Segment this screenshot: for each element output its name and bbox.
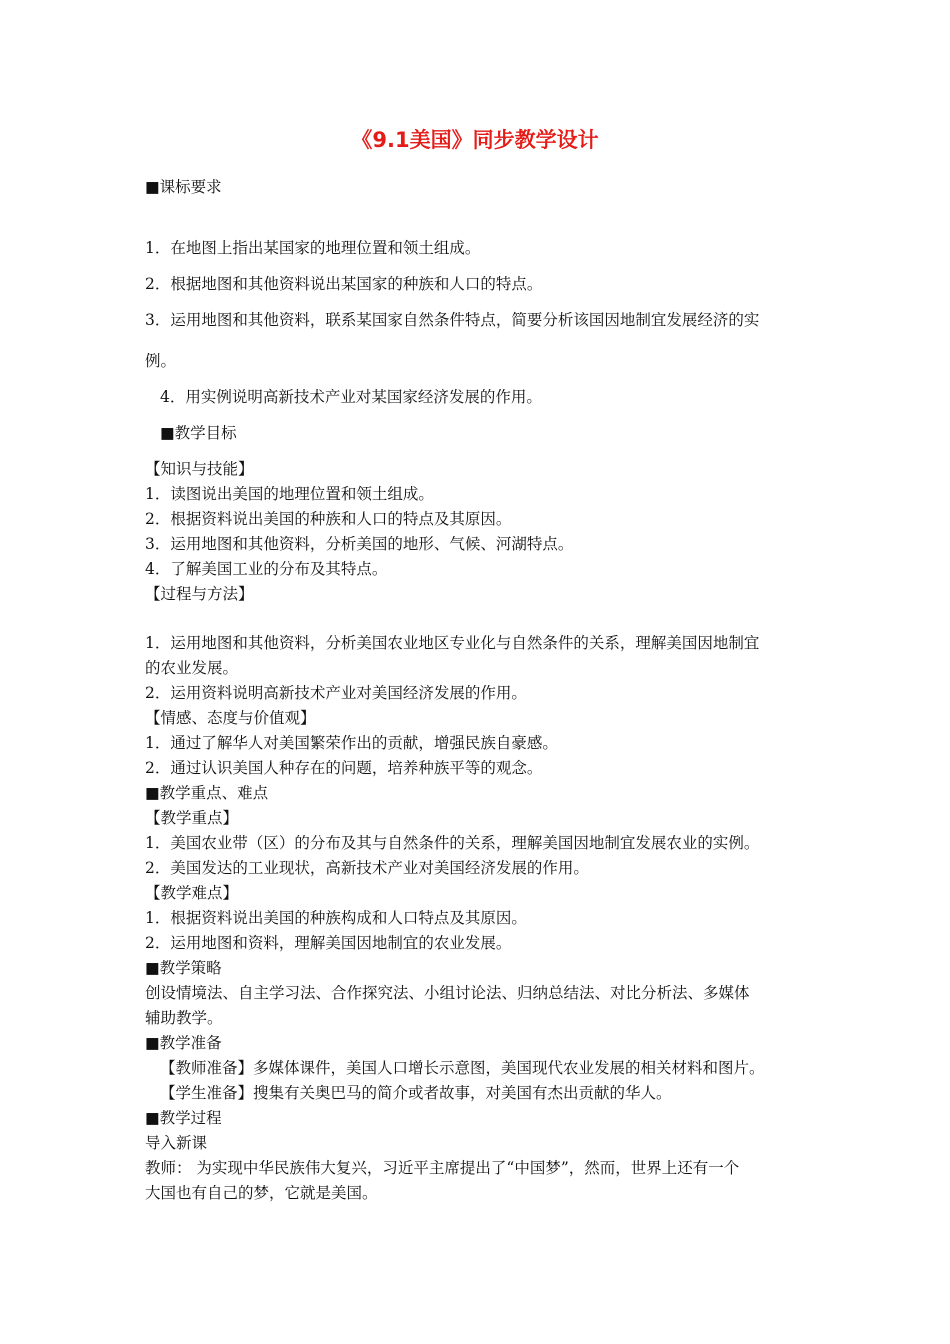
text-line: 1．美国农业带（区）的分布及其与自然条件的关系，理解美国因地制宜发展农业的实例。	[145, 834, 760, 852]
text-line: 【学生准备】搜集有关奥巴马的简介或者故事，对美国有杰出贡献的华人。	[160, 1084, 672, 1102]
section-heading: ■教学策略	[145, 959, 222, 977]
section-heading-goals: ■教学目标	[160, 424, 237, 442]
text-line: 2．根据资料说出美国的种族和人口的特点及其原因。	[145, 510, 512, 528]
text-line: 导入新课	[145, 1134, 208, 1152]
text-line: 的农业发展。	[145, 659, 239, 677]
section-heading: ■教学过程	[145, 1109, 222, 1127]
section-heading: ■教学准备	[145, 1034, 222, 1052]
text-line: 教师： 为实现中华民族伟大复兴，习近平主席提出了“中国梦”，然而，世界上还有一个	[145, 1159, 740, 1177]
subheading: 【教学难点】	[145, 884, 239, 902]
text-line: 1．根据资料说出美国的种族构成和人口特点及其原因。	[145, 909, 527, 927]
text-line: 大国也有自己的梦，它就是美国。	[145, 1184, 378, 1202]
subheading: 【过程与方法】	[145, 585, 254, 603]
section-heading: ■教学重点、难点	[145, 784, 269, 802]
text-line: 2．运用资料说明高新技术产业对美国经济发展的作用。	[145, 684, 527, 702]
text-line: 4．用实例说明高新技术产业对某国家经济发展的作用。	[160, 388, 542, 406]
text-line: 【教师准备】多媒体课件，美国人口增长示意图，美国现代农业发展的相关材料和图片。	[160, 1059, 765, 1077]
section-heading-curriculum: ■课标要求	[145, 178, 222, 196]
subheading: 【情感、态度与价值观】	[145, 709, 316, 727]
text-line: 辅助教学。	[145, 1009, 223, 1027]
text-line: 1．运用地图和其他资料，分析美国农业地区专业化与自然条件的关系，理解美国因地制宜	[145, 634, 760, 652]
text-line: 1．在地图上指出某国家的地理位置和领土组成。	[145, 239, 481, 257]
subheading: 【教学重点】	[145, 809, 239, 827]
text-line: 3．运用地图和其他资料，联系某国家自然条件特点，简要分析该国因地制宜发展经济的实	[145, 311, 760, 329]
text-line: 1．通过了解华人对美国繁荣作出的贡献，增强民族自豪感。	[145, 734, 558, 752]
text-line: 2．通过认识美国人种存在的问题，培养种族平等的观念。	[145, 759, 543, 777]
text-line: 1．读图说出美国的地理位置和领土组成。	[145, 485, 434, 503]
subheading: 【知识与技能】	[145, 460, 254, 478]
text-line: 2．根据地图和其他资料说出某国家的种族和人口的特点。	[145, 275, 543, 293]
text-line: 2．运用地图和资料，理解美国因地制宜的农业发展。	[145, 934, 512, 952]
text-line: 2．美国发达的工业现状，高新技术产业对美国经济发展的作用。	[145, 859, 589, 877]
text-line: 创设情境法、自主学习法、合作探究法、小组讨论法、归纳总结法、对比分析法、多媒体	[145, 984, 750, 1002]
document-title: 《9.1美国》同步教学设计	[351, 128, 599, 152]
text-line: 3．运用地图和其他资料，分析美国的地形、气候、河湖特点。	[145, 535, 574, 553]
text-line: 例。	[145, 352, 177, 370]
text-line: 4．了解美国工业的分布及其特点。	[145, 560, 388, 578]
